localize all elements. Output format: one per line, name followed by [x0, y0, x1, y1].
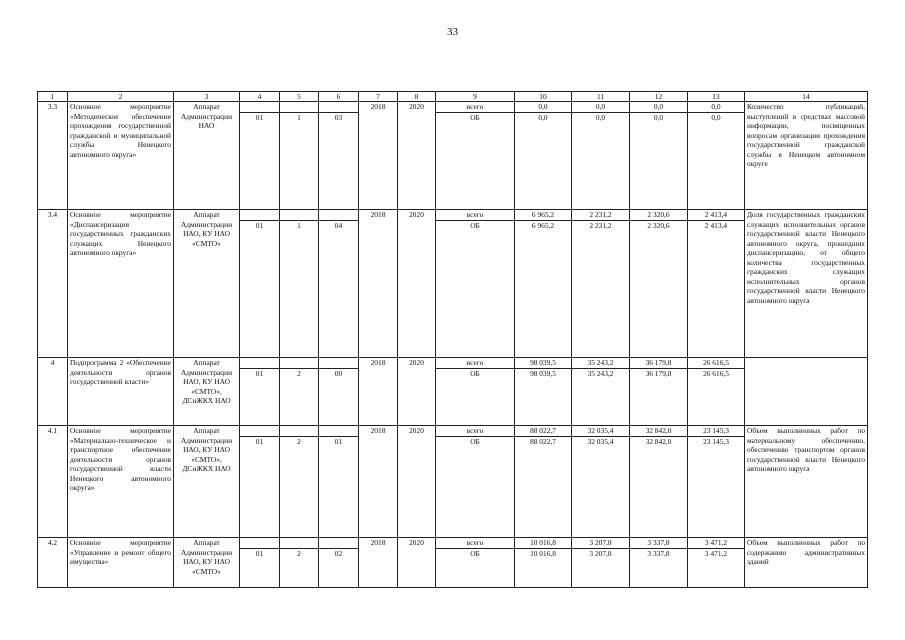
amount-2020: 3 471,2: [688, 538, 745, 549]
amount-2019: 3 337,8: [630, 549, 688, 588]
start-year: 2018: [359, 210, 398, 358]
funding-source: ОБ: [436, 113, 515, 210]
budget-code-subprogram: 2: [280, 369, 319, 426]
row-number: 4: [38, 358, 68, 426]
start-year: 2018: [359, 358, 398, 426]
amount-2018: 35 243,2: [572, 369, 630, 426]
empty-cell: [280, 102, 319, 113]
amount-2019: 0,0: [630, 102, 688, 113]
amount-2020: 0,0: [688, 113, 745, 210]
empty-cell: [240, 102, 280, 113]
amount-2020: 23 145,3: [688, 426, 745, 437]
amount-total: 88 022,7: [515, 437, 572, 538]
amount-2019: 0,0: [630, 113, 688, 210]
table-row: [38, 538, 868, 549]
amount-total: 10 016,8: [515, 538, 572, 549]
end-year: 2020: [398, 358, 436, 426]
funding-source: всего: [436, 210, 515, 221]
budget-code-activity: 01: [319, 437, 359, 538]
empty-cell: [280, 358, 319, 369]
funding-source: всего: [436, 538, 515, 549]
amount-2020: 26 616,5: [688, 358, 745, 369]
budget-code-subprogram: 2: [280, 549, 319, 588]
amount-2019: 36 179,8: [630, 369, 688, 426]
row-number: 4.2: [38, 538, 68, 588]
column-number: 3: [174, 92, 240, 102]
activity-name: Подпрограмма 2 «Обеспечение деятельности органов государственной власти»: [68, 358, 174, 426]
activity-name: Основное мероприятие «Методическое обеспечение прохождения государственной гражданской и муниципальной службы Ненецкого автономного округа»: [68, 102, 174, 210]
amount-total: 98 039,5: [515, 369, 572, 426]
responsible-executor: Аппарат Администрации НАО, КУ НАО «СМТО», ДСиЖКХ НАО: [174, 358, 240, 426]
budget-code-subprogram: 1: [280, 221, 319, 358]
column-number: 1: [38, 92, 68, 102]
amount-2018: 0,0: [572, 113, 630, 210]
amount-2018: 32 035,4: [572, 437, 630, 538]
amount-total: 0,0: [515, 102, 572, 113]
budget-code-activity: 03: [319, 113, 359, 210]
budget-code-subprogram: 1: [280, 113, 319, 210]
budget-code-section: 01: [240, 221, 280, 358]
amount-2019: 36 179,8: [630, 358, 688, 369]
budget-code-subprogram: 2: [280, 437, 319, 538]
activity-name: Основное мероприятие «Материально-техническое и транспортное обеспечение деятельности органов государственной власти Ненецкого автономного округа»: [68, 426, 174, 538]
budget-code-section: 01: [240, 437, 280, 538]
amount-total: 0,0: [515, 113, 572, 210]
end-year: 2020: [398, 538, 436, 588]
result-indicator: Доля государственных гражданских служащих исполнительных органов государственной власти Ненецкого автономного округа, прошедших диспансеризацию, от общего количества государственных гражданских служащих исполнительных органов государственной власти Ненецкого автономного округа: [745, 210, 868, 358]
column-number: 7: [359, 92, 398, 102]
row-number: 3.4: [38, 210, 68, 358]
amount-2020: 23 145,3: [688, 437, 745, 538]
responsible-executor: Аппарат Администрации НАО, КУ НАО «СМТО»: [174, 210, 240, 358]
empty-cell: [280, 538, 319, 549]
amount-2018: 35 243,2: [572, 358, 630, 369]
column-number: 5: [280, 92, 319, 102]
end-year: 2020: [398, 210, 436, 358]
header-row: [38, 92, 868, 102]
funding-source: всего: [436, 358, 515, 369]
result-indicator: Объем выполненных работ по материальному обеспечению, обеспечению транспортом органов государственной власти Ненецкого автономного округа: [745, 426, 868, 538]
row-number: 4.1: [38, 426, 68, 538]
activity-name: Основное мероприятие «Диспансеризация государственных гражданских служащих Ненецкого автономного округа»: [68, 210, 174, 358]
amount-2020: 2 413,4: [688, 221, 745, 358]
budget-code-activity: 00: [319, 369, 359, 426]
column-number: 12: [630, 92, 688, 102]
table-row: [38, 102, 868, 113]
empty-cell: [240, 358, 280, 369]
column-number: 9: [436, 92, 515, 102]
activity-name: Основное мероприятие «Управление и ремонт общего имущества»: [68, 538, 174, 588]
funding-source: всего: [436, 102, 515, 113]
result-indicator: Количество публикаций, выступлений в средствах массовой информации, посвященных вопросам организации прохождения государственной гражданской службы в Ненецком автономном округе: [745, 102, 868, 210]
budget-code-section: 01: [240, 369, 280, 426]
amount-2019: 2 320,6: [630, 221, 688, 358]
empty-cell: [319, 102, 359, 113]
budget-code-section: 01: [240, 549, 280, 588]
result-indicator: Объем выполненных работ по содержанию административных зданий: [745, 538, 868, 588]
amount-total: 88 022,7: [515, 426, 572, 437]
amount-total: 6 965,2: [515, 210, 572, 221]
budget-code-activity: 02: [319, 549, 359, 588]
amount-2019: 32 842,0: [630, 437, 688, 538]
amount-2018: 3 207,8: [572, 538, 630, 549]
empty-cell: [240, 426, 280, 437]
row-number: 3.3: [38, 102, 68, 210]
empty-cell: [240, 538, 280, 549]
amount-total: 98 039,5: [515, 358, 572, 369]
column-number: 10: [515, 92, 572, 102]
funding-source: ОБ: [436, 221, 515, 358]
responsible-executor: Аппарат Администрации НАО: [174, 102, 240, 210]
column-number: 2: [68, 92, 174, 102]
amount-2018: 32 035,4: [572, 426, 630, 437]
table-row: [38, 426, 868, 437]
amount-2020: 2 413,4: [688, 210, 745, 221]
amount-total: 10 016,8: [515, 549, 572, 588]
amount-2020: 3 471,2: [688, 549, 745, 588]
page-number: 33: [447, 26, 458, 38]
column-number: 11: [572, 92, 630, 102]
responsible-executor: Аппарат Администрации НАО, КУ НАО «СМТО»: [174, 538, 240, 588]
amount-2020: 0,0: [688, 102, 745, 113]
empty-cell: [319, 210, 359, 221]
column-number: 14: [745, 92, 868, 102]
table-row: [38, 358, 868, 369]
responsible-executor: Аппарат Администрации НАО, КУ НАО «СМТО», ДСиЖКХ НАО: [174, 426, 240, 538]
table-body: [38, 92, 868, 588]
column-number: 4: [240, 92, 280, 102]
amount-2019: 2 320,6: [630, 210, 688, 221]
result-indicator: [745, 358, 868, 426]
column-number: 13: [688, 92, 745, 102]
budget-code-activity: 04: [319, 221, 359, 358]
table-row: [38, 210, 868, 221]
amount-2018: 0,0: [572, 102, 630, 113]
empty-cell: [280, 210, 319, 221]
amount-2019: 3 337,8: [630, 538, 688, 549]
amount-2018: 2 231,2: [572, 221, 630, 358]
budget-code-section: 01: [240, 113, 280, 210]
funding-source: всего: [436, 426, 515, 437]
start-year: 2018: [359, 538, 398, 588]
empty-cell: [240, 210, 280, 221]
empty-cell: [280, 426, 319, 437]
amount-2020: 26 616,5: [688, 369, 745, 426]
empty-cell: [319, 358, 359, 369]
program-table: [37, 91, 868, 588]
amount-2018: 2 231,2: [572, 210, 630, 221]
start-year: 2018: [359, 426, 398, 538]
funding-source: ОБ: [436, 549, 515, 588]
end-year: 2020: [398, 102, 436, 210]
empty-cell: [319, 538, 359, 549]
column-number: 8: [398, 92, 436, 102]
amount-total: 6 965,2: [515, 221, 572, 358]
end-year: 2020: [398, 426, 436, 538]
column-number: 6: [319, 92, 359, 102]
funding-source: ОБ: [436, 437, 515, 538]
empty-cell: [319, 426, 359, 437]
funding-source: ОБ: [436, 369, 515, 426]
amount-2019: 32 842,0: [630, 426, 688, 437]
amount-2018: 3 207,8: [572, 549, 630, 588]
start-year: 2018: [359, 102, 398, 210]
